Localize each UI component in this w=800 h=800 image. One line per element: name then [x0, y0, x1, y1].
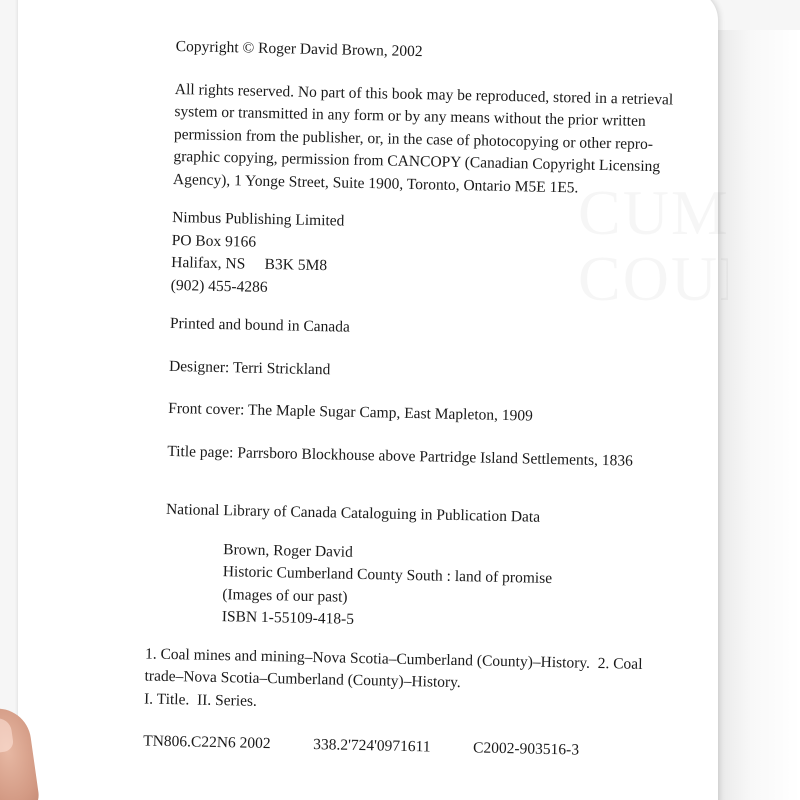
- cip-heading: National Library of Canada Cataloguing in Publication Data: [165, 500, 541, 526]
- rights-line: Agency), 1 Yonge Street, Suite 1900, Toronto, Ontario M5E 1E5.: [172, 170, 579, 196]
- cip-isbn: ISBN 1-55109-418-5: [221, 608, 355, 628]
- publisher-po-box: PO Box 9166: [171, 231, 257, 251]
- rights-line: permission from the publisher, or, in the case of photocopying or other repro-: [173, 125, 654, 153]
- subject-line: I. Title. II. Series.: [143, 689, 258, 710]
- thumbnail-nail: [0, 717, 14, 754]
- subject-line: trade–Nova Scotia–Cumberland (County)–History.: [144, 667, 461, 692]
- designer-line: Designer: Terri Strickland: [168, 357, 331, 378]
- cip-subjects: [144, 643, 693, 722]
- cip-author: Brown, Roger David: [223, 540, 353, 561]
- rights-line: graphic copying, permission from CANCOPY (Canadian Copyright Licensing: [173, 147, 661, 176]
- subject-line: 1. Coal mines and mining–Nova Scotia–Cumberland (County)–History. 2. Coal: [144, 644, 643, 673]
- cip-entries: [164, 537, 696, 638]
- copyright-line: Copyright © Roger David Brown, 2002: [175, 37, 423, 61]
- adjacent-page-edge: [718, 30, 800, 800]
- front-cover-line: Front cover: The Maple Sugar Camp, East Mapleton, 1909: [168, 399, 534, 425]
- lc-call-number: TN806.C22N6 2002: [143, 732, 271, 753]
- rights-line: All rights reserved. No part of this book may be reproduced, stored in a retrieval: [174, 80, 674, 108]
- publisher-name: Nimbus Publishing Limited: [172, 208, 345, 230]
- rights-paragraph: [173, 78, 705, 202]
- title-page-line: Title page: Parrsboro Blockhouse above Partridge Island Settlements, 1836: [167, 442, 634, 470]
- cip-title: Historic Cumberland County South : land of promise: [222, 563, 553, 587]
- publisher-phone: (902) 455-4286: [170, 276, 268, 296]
- dewey-number: 338.2'724'0971611: [313, 736, 431, 756]
- cip-series: (Images of our past): [222, 585, 348, 606]
- printed-line: Printed and bound in Canada: [169, 314, 351, 336]
- publisher-city: Halifax, NS B3K 5M8: [171, 253, 328, 275]
- publisher-address: [171, 207, 703, 308]
- cip-control-number: C2002-903516-3: [472, 739, 580, 759]
- rights-line: system or transmitted in any form or by any means without the prior written: [174, 102, 646, 130]
- copyright-page-text: [143, 36, 706, 764]
